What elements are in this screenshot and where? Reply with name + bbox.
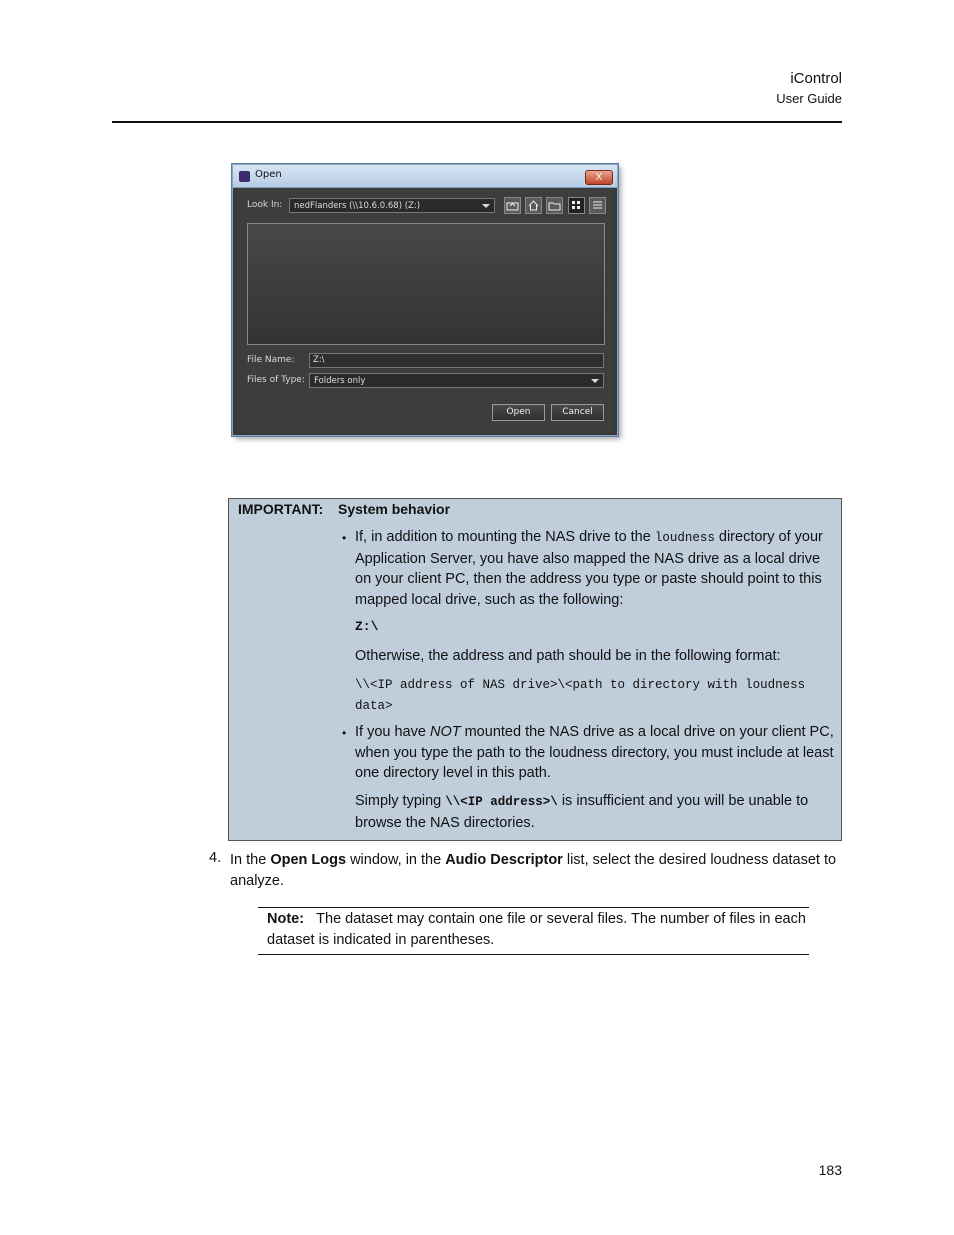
file-name-label: File Name:: [247, 355, 295, 365]
header-rule: [112, 121, 842, 123]
example-path-line-1: \\<IP address of NAS drive>\<path to directory with loudness: [355, 678, 806, 692]
file-name-input[interactable]: Z:\: [309, 353, 604, 368]
note-text: The dataset may contain one file or several files. The number of files in each dataset is indicated in parentheses.: [267, 911, 806, 948]
note-top-rule: [258, 907, 809, 908]
note: [267, 909, 812, 950]
step-text: In the: [230, 852, 271, 868]
example-path-line-2: data>: [355, 699, 393, 713]
dialog-title: Open: [255, 169, 282, 180]
files-of-type-combo[interactable]: [309, 373, 604, 388]
dialog-titlebar: [233, 165, 617, 188]
step-text: list, select the desired loudness dataset to analyze.: [230, 852, 837, 889]
bullet-marker: •: [342, 531, 347, 545]
simply-text: Simply typing: [355, 793, 446, 809]
details-view-icon: [590, 198, 605, 213]
note-label: Note:: [267, 911, 305, 927]
files-of-type-label: Files of Type:: [247, 375, 305, 385]
bullet-1-code: loudness: [654, 531, 715, 545]
step-text: window, in the: [346, 852, 446, 868]
new-folder-icon: [547, 198, 562, 213]
open-dialog: [232, 164, 618, 436]
bullet-1-text: If, in addition to mounting the NAS drive to the: [355, 529, 655, 545]
bullet-1-text-end: directory of your Application Server, you have also mapped the NAS drive as a local drive on your client PC, then the address you type or paste should point to this mapped local drive, such as the following:: [355, 529, 823, 608]
open-button[interactable]: Open: [492, 404, 545, 421]
important-label: IMPORTANT:: [238, 501, 324, 517]
note-bottom-rule: [258, 954, 809, 955]
home-icon: [526, 198, 541, 213]
simply-typing-text: [355, 791, 835, 833]
dialog-body: [237, 188, 613, 431]
close-button[interactable]: X: [585, 170, 613, 185]
simply-code: \\<IP address>\: [445, 795, 558, 809]
header-guide: User Guide: [776, 91, 842, 106]
step-number: 4.: [209, 850, 222, 866]
audio-descriptor-term: Audio Descriptor: [445, 852, 563, 868]
new-folder-button[interactable]: [546, 197, 563, 214]
java-app-icon: [239, 171, 250, 182]
bullet-marker: •: [342, 726, 347, 740]
home-button[interactable]: [525, 197, 542, 214]
list-view-button[interactable]: [568, 197, 585, 214]
details-view-button[interactable]: [589, 197, 606, 214]
bullet-2-emphasis: NOT: [429, 724, 461, 740]
important-box: [228, 498, 842, 841]
bullet-2-text: If you have: [355, 724, 430, 740]
page-number: 183: [818, 1162, 842, 1178]
files-of-type-value: Folders only: [314, 376, 366, 386]
step-4-text: [230, 850, 844, 891]
simply-text-end: is insufficient and you will be unable to browse the NAS directories.: [355, 793, 809, 831]
open-logs-term: Open Logs: [270, 852, 347, 868]
header-product: iControl: [790, 70, 842, 87]
look-in-value: nedFlanders (\\10.6.0.68) (Z:): [294, 201, 421, 211]
bullet-1: [355, 527, 835, 610]
bullet-2: [355, 722, 835, 784]
look-in-label: Look In:: [247, 200, 283, 210]
otherwise-text: Otherwise, the address and path should be in the following format:: [355, 648, 781, 664]
list-view-icon: [569, 198, 584, 213]
look-in-combo[interactable]: [289, 198, 495, 213]
chevron-down-icon: [591, 379, 599, 383]
cancel-button[interactable]: Cancel: [551, 404, 604, 421]
bullet-2-text-end: mounted the NAS drive as a local drive on your client PC, when you type the path to the loudness directory, you must include at least one directory level in this path.: [355, 724, 834, 781]
up-folder-button[interactable]: [504, 197, 521, 214]
example-drive: Z:\: [355, 619, 379, 634]
chevron-down-icon: [482, 204, 490, 208]
file-list[interactable]: [247, 223, 605, 345]
important-title: System behavior: [338, 501, 451, 517]
up-folder-icon: [505, 198, 520, 213]
